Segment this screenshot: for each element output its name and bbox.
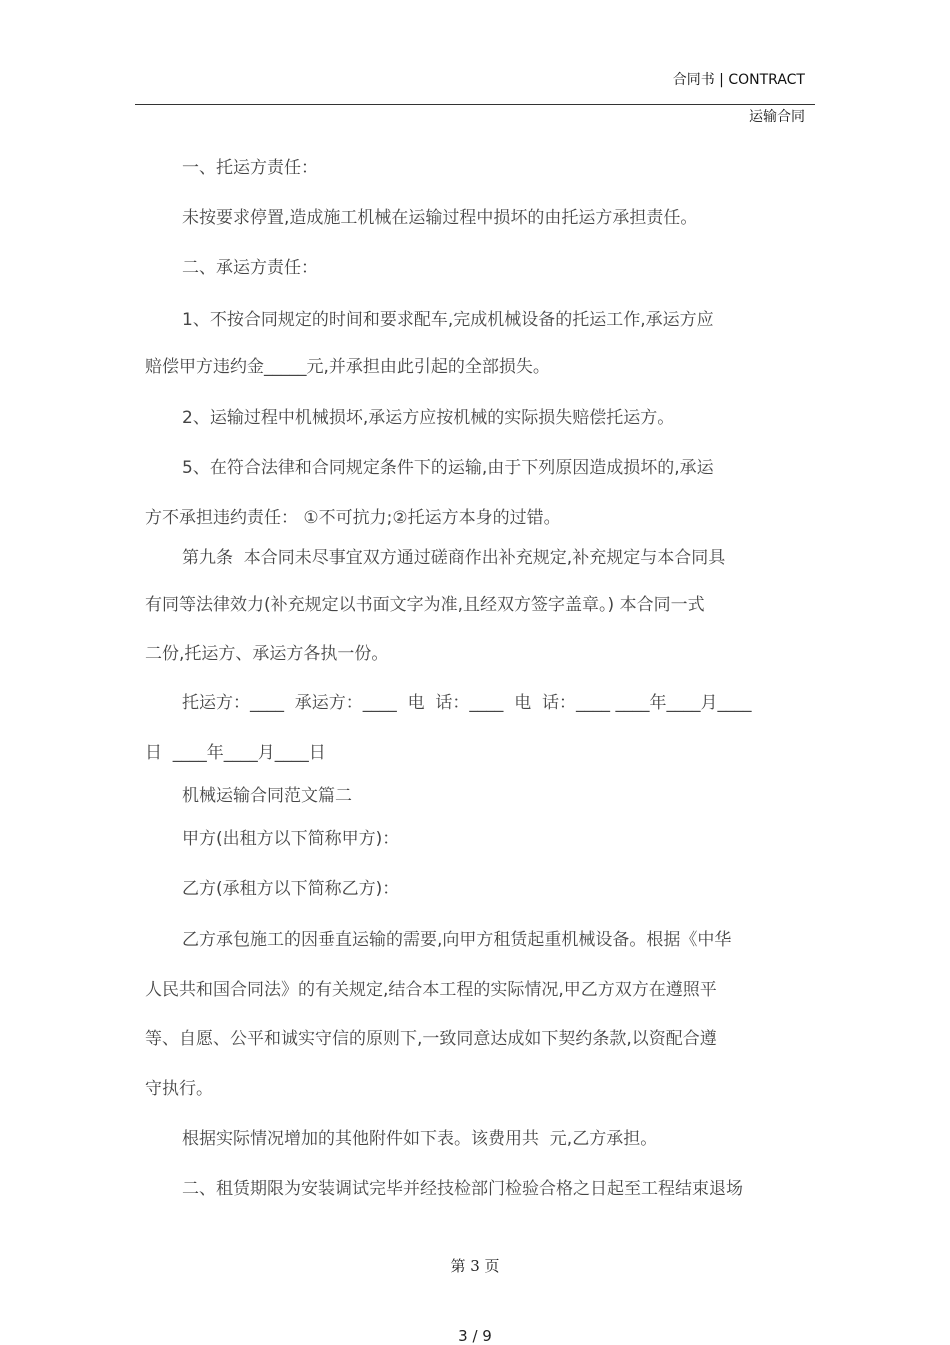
paragraph-line: 第九条 本合同未尽事宜双方通过磋商作出补充规定,补充规定与本合同具: [182, 548, 726, 568]
paragraph-line: 有同等法律效力(补充规定以书面文字为准,且经双方签字盖章。) 本合同一式: [145, 595, 705, 615]
party-line: 甲方(出租方以下简称甲方)：: [182, 829, 400, 849]
section-heading: 机械运输合同范文篇二: [182, 786, 352, 806]
header-title: 合同书 | CONTRACT: [672, 72, 805, 88]
paragraph-line: 方不承担违约责任： ①不可抗力;②托运方本身的过错。: [145, 508, 561, 528]
paragraph-line: 未按要求停置,造成施工机械在运输过程中损坏的由托运方承担责任。: [182, 208, 698, 228]
section-heading: 一、托运方责任：: [182, 158, 318, 178]
paragraph-line: 人民共和国合同法》的有关规定,结合本工程的实际情况,甲乙方双方在遵照平: [145, 980, 717, 1000]
paragraph-line: 2、运输过程中机械损坏,承运方应按机械的实际损失赔偿托运方。: [182, 408, 675, 428]
paragraph-line: 守执行。: [145, 1079, 213, 1099]
party-line: 乙方(承租方以下简称乙方)：: [182, 879, 400, 899]
paragraph-line: 1、不按合同规定的时间和要求配车,完成机械设备的托运工作,承运方应: [182, 310, 714, 330]
header-divider: [135, 104, 815, 105]
paragraph-line: 二、租赁期限为安装调试完毕并经技检部门检验合格之日起至工程结束退场: [182, 1179, 743, 1199]
paragraph-line: 二份,托运方、承运方各执一份。: [145, 644, 389, 664]
signature-line: 托运方：____ 承运方：____ 电 话：____ 电 话：____ ____年____月____: [182, 693, 752, 713]
paragraph-line: 等、自愿、公平和诚实守信的原则下,一致同意达成如下契约条款,以资配合遵: [145, 1029, 717, 1049]
paragraph-line: 乙方承包施工的因垂直运输的需要,向甲方租赁起重机械设备。根据《中华: [182, 930, 732, 950]
paragraph-line: 5、在符合法律和合同规定条件下的运输,由于下列原因造成损坏的,承运: [182, 458, 714, 478]
signature-line: 日 ____年____月____日: [145, 743, 326, 763]
paragraph-line: 根据实际情况增加的其他附件如下表。该费用共 元,乙方承担。: [182, 1129, 658, 1149]
header-subtitle: 运输合同: [749, 109, 805, 125]
page-count: 3 / 9: [458, 1327, 492, 1345]
page-number: 第 3 页: [450, 1257, 500, 1275]
section-heading: 二、承运方责任：: [182, 258, 318, 278]
paragraph-line: 赔偿甲方违约金_____元,并承担由此引起的全部损失。: [145, 357, 550, 377]
